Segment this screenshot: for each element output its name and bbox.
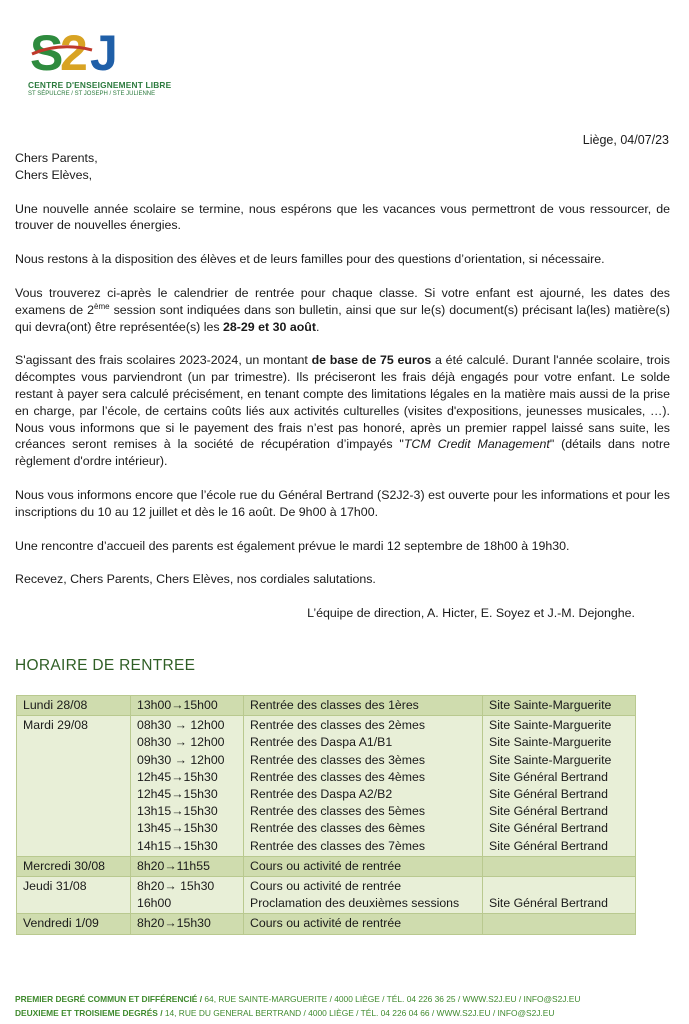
day-cell: Mercredi 30/08 bbox=[17, 856, 131, 876]
letter-date: Liège, 04/07/23 bbox=[582, 133, 669, 147]
table-row bbox=[17, 877, 636, 914]
day-cell: Vendredi 1/09 bbox=[17, 914, 131, 934]
paragraph-orientation: Nous restons à la disposition des élèves et de leurs familles pour des questions d’orientation, si nécessaire. bbox=[15, 252, 605, 267]
table-row bbox=[17, 716, 636, 857]
logo-subtitle: ST SÉPULCRE / ST JOSEPH / STE JULIENNE bbox=[28, 91, 156, 97]
time-cell: 8h20→11h55 bbox=[131, 856, 244, 876]
site-cell: Site Général Bertrand bbox=[483, 877, 636, 914]
activity-cell: Cours ou activité de rentrée bbox=[244, 856, 483, 876]
site-cell: Site Sainte-Marguerite bbox=[483, 696, 636, 716]
greeting bbox=[15, 150, 670, 184]
logo-tagline: CENTRE D'ENSEIGNEMENT LIBRE bbox=[28, 80, 172, 90]
table-row bbox=[17, 696, 636, 716]
day-cell: Lundi 28/08 bbox=[17, 696, 131, 716]
paragraph-end-of-year: Une nouvelle année scolaire se termine, nous espérons que les vacances vous permettront de vous ressourcer, de trouver de nouvelles énergies. bbox=[15, 201, 670, 233]
signature: L’équipe de direction, A. Hicter, E. Soyez et J.-M. Dejonghe. bbox=[307, 606, 635, 621]
table-row bbox=[17, 914, 636, 934]
footer-line-2: DEUXIEME ET TROISIEME DEGRÉS / 14, RUE DU GENERAL BERTRAND / 4000 LIÈGE / TÉL. 04 226 04 66 / WWW.S2J.EU / INFO@S2J.EU bbox=[15, 1007, 555, 1018]
greeting-line-1: Chers Parents, bbox=[15, 151, 98, 165]
time-cell: 08h30 → 12h00 08h30 → 12h00 09h30 → 12h00 12h45→15h30 12h45→15h30 13h15→15h30 13h45→15h30 14h15→15h30 bbox=[131, 716, 244, 857]
time-cell: 13h00→15h00 bbox=[131, 696, 244, 716]
paragraph-school-fees: S'agissant des frais scolaires 2023-2024, un montant de base de 75 euros a été calculé. Durant l'année scolaire, trois décomptes vous parviendront (un par trimestre). Ils préciseront les frais déjà engagés pour votre enfant. Le solde restant à payer sera calculé précisément, en tenant compte des limitations légales en la matière mais aussi de la prise en charge, par l’école, de certains coûts liés aux activités culturelles (visites d'expositions, jeunesses musicales, …). Nous vous informons que si le payement des frais n’est pas honoré, après un premier rappel laissé sans suite, les créances seront remises à la société de récupération d’impayés "TCM Credit Management" (détails dans notre règlement d'ordre intérieur). bbox=[15, 353, 670, 469]
table-row bbox=[17, 856, 636, 876]
paragraph-closing: Recevez, Chers Parents, Chers Elèves, nos cordiales salutations. bbox=[15, 572, 376, 587]
site-cell: Site Sainte-Marguerite Site Sainte-Marguerite Site Sainte-Marguerite Site Général Bertrand Site Général Bertrand Site Général Bertrand Site Général Bertrand Site Général Bertrand bbox=[483, 716, 636, 857]
footer-line-1: PREMIER DEGRÉ COMMUN ET DIFFÉRENCIÉ / 64, RUE SAINTE-MARGUERITE / 4000 LIÈGE / TÉL. 04 226 36 25 / WWW.S2J.EU / INFO@S2J.EU bbox=[15, 994, 581, 1004]
activity-cell: Rentrée des classes des 2èmes Rentrée des Daspa A1/B1 Rentrée des classes des 3èmes Rentrée des classes des 4èmes Rentrée des Daspa A2/B2 Rentrée des classes des 5èmes Rentrée des classes des 6èmes Rentrée des classes des 7èmes bbox=[244, 716, 483, 857]
logo-letter-j: J bbox=[90, 25, 118, 76]
footer bbox=[15, 993, 580, 1020]
schedule-table bbox=[16, 695, 636, 935]
day-cell: Jeudi 31/08 bbox=[17, 877, 131, 914]
logo-letter-s: S bbox=[30, 25, 64, 76]
letter-body bbox=[15, 150, 670, 639]
time-cell: 8h20→15h30 bbox=[131, 914, 244, 934]
schedule-title: HORAIRE DE RENTREE bbox=[15, 657, 196, 674]
paragraph-registrations: Nous vous informons encore que l’école rue du Général Bertrand (S2J2-3) est ouverte pour les informations et pour les inscriptions du 10 au 12 juillet et dès le 16 août. De 9h00 à 17h00. bbox=[15, 487, 670, 519]
time-cell: 8h20→ 15h30 16h00 bbox=[131, 877, 244, 914]
site-cell bbox=[483, 914, 636, 934]
activity-cell: Cours ou activité de rentrée bbox=[244, 914, 483, 934]
school-logo bbox=[26, 24, 172, 110]
greeting-line-2: Chers Elèves, bbox=[15, 167, 93, 182]
activity-cell: Rentrée des classes des 1ères bbox=[244, 696, 483, 716]
paragraph-calendar: Vous trouverez ci-après le calendrier de rentrée pour chaque classe. Si votre enfant est ajourné, les dates des examens de 2ème session sont indiquées dans son bulletin, ainsi que sur le(s) document(s) précisant la(les) matière(s) qui devra(ont) être représentée(s) les 28-29 et 30 août. bbox=[15, 285, 670, 334]
site-cell bbox=[483, 856, 636, 876]
paragraph-parents-meeting: Une rencontre d’accueil des parents est également prévue le mardi 12 septembre de 18h00 à 19h30. bbox=[15, 538, 570, 553]
logo-digit-2: 2 bbox=[60, 25, 88, 76]
s2j-logo-mark bbox=[30, 24, 130, 76]
activity-cell: Cours ou activité de rentrée Proclamation des deuxièmes sessions bbox=[244, 877, 483, 914]
day-cell: Mardi 29/08 bbox=[17, 716, 131, 857]
